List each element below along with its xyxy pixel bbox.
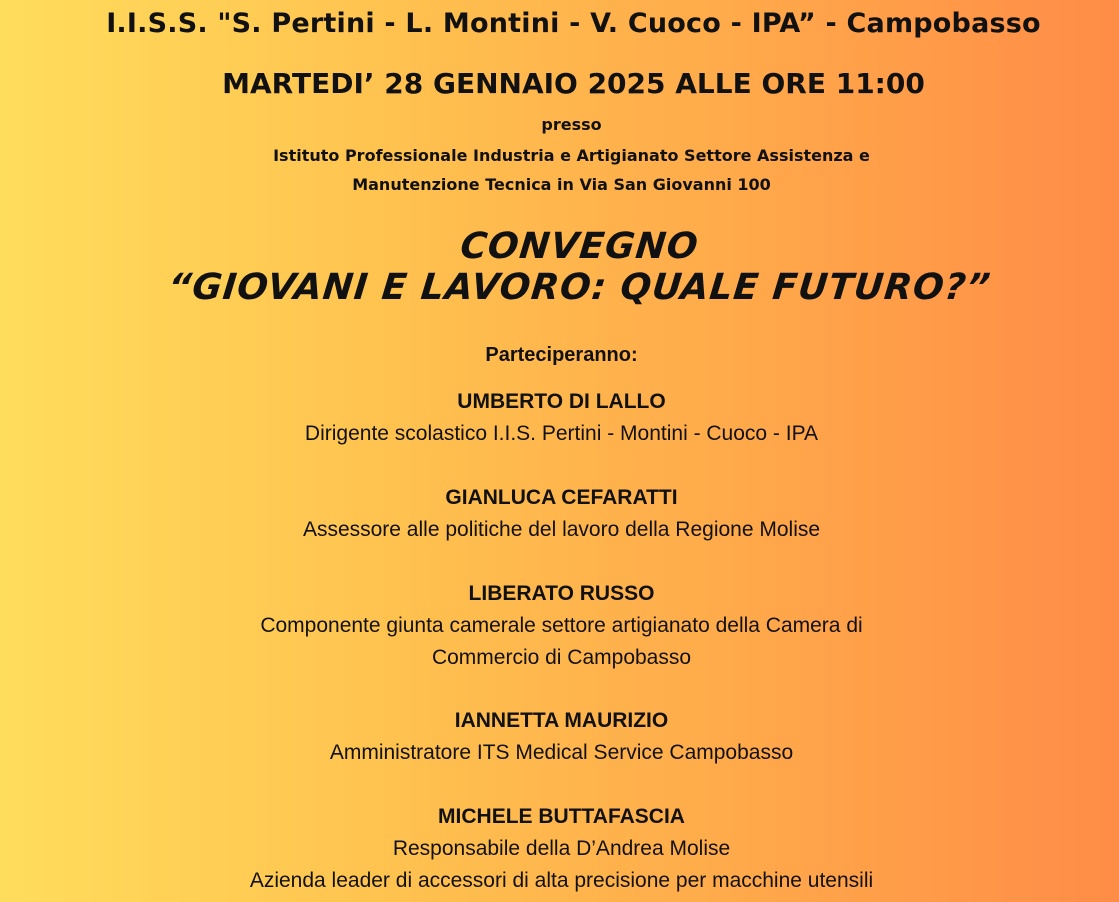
participant-name: UMBERTO DI LALLO	[457, 390, 666, 413]
participants-heading: Parteciperanno:	[485, 344, 638, 366]
participant-name: IANNETTA MAURIZIO	[454, 709, 669, 732]
participant-name: MICHELE BUTTAFASCIA	[438, 805, 685, 828]
participant-role: Commercio di Campobasso	[431, 646, 692, 669]
participant-role: Amministratore ITS Medical Service Campobasso	[329, 741, 794, 764]
participant-role: Responsabile della D’Andrea Molise	[392, 837, 731, 860]
venue-address-line-2: Manutenzione Tecnica in Via San Giovanni 100	[352, 175, 771, 194]
venue-address-line-1: Istituto Professionale Industria e Artigianato Settore Assistenza e	[273, 146, 870, 165]
participant-role: Assessore alle politiche del lavoro della Regione Molise	[302, 518, 821, 541]
participant-name: LIBERATO RUSSO	[468, 582, 655, 605]
participant-name: GIANLUCA CEFARATTI	[445, 486, 678, 509]
event-datetime: MARTEDI’ 28 GENNAIO 2025 ALLE ORE 11:00	[222, 67, 925, 100]
participant-role: Componente giunta camerale settore artigianato della Camera di	[260, 614, 863, 637]
participant-role: Dirigente scolastico I.I.S. Pertini - Montini - Cuoco - IPA	[304, 422, 819, 445]
event-type: CONVEGNO	[458, 226, 701, 267]
presso-label: presso	[541, 115, 602, 134]
participant-role: Azienda leader di accessori di alta precisione per macchine utensili	[249, 869, 874, 892]
event-title: “GIOVANI E LAVORO: QUALE FUTURO?”	[166, 267, 993, 308]
school-name: I.I.S.S. "S. Pertini - L. Montini - V. Cuoco - IPA” - Campobasso	[106, 8, 1041, 39]
